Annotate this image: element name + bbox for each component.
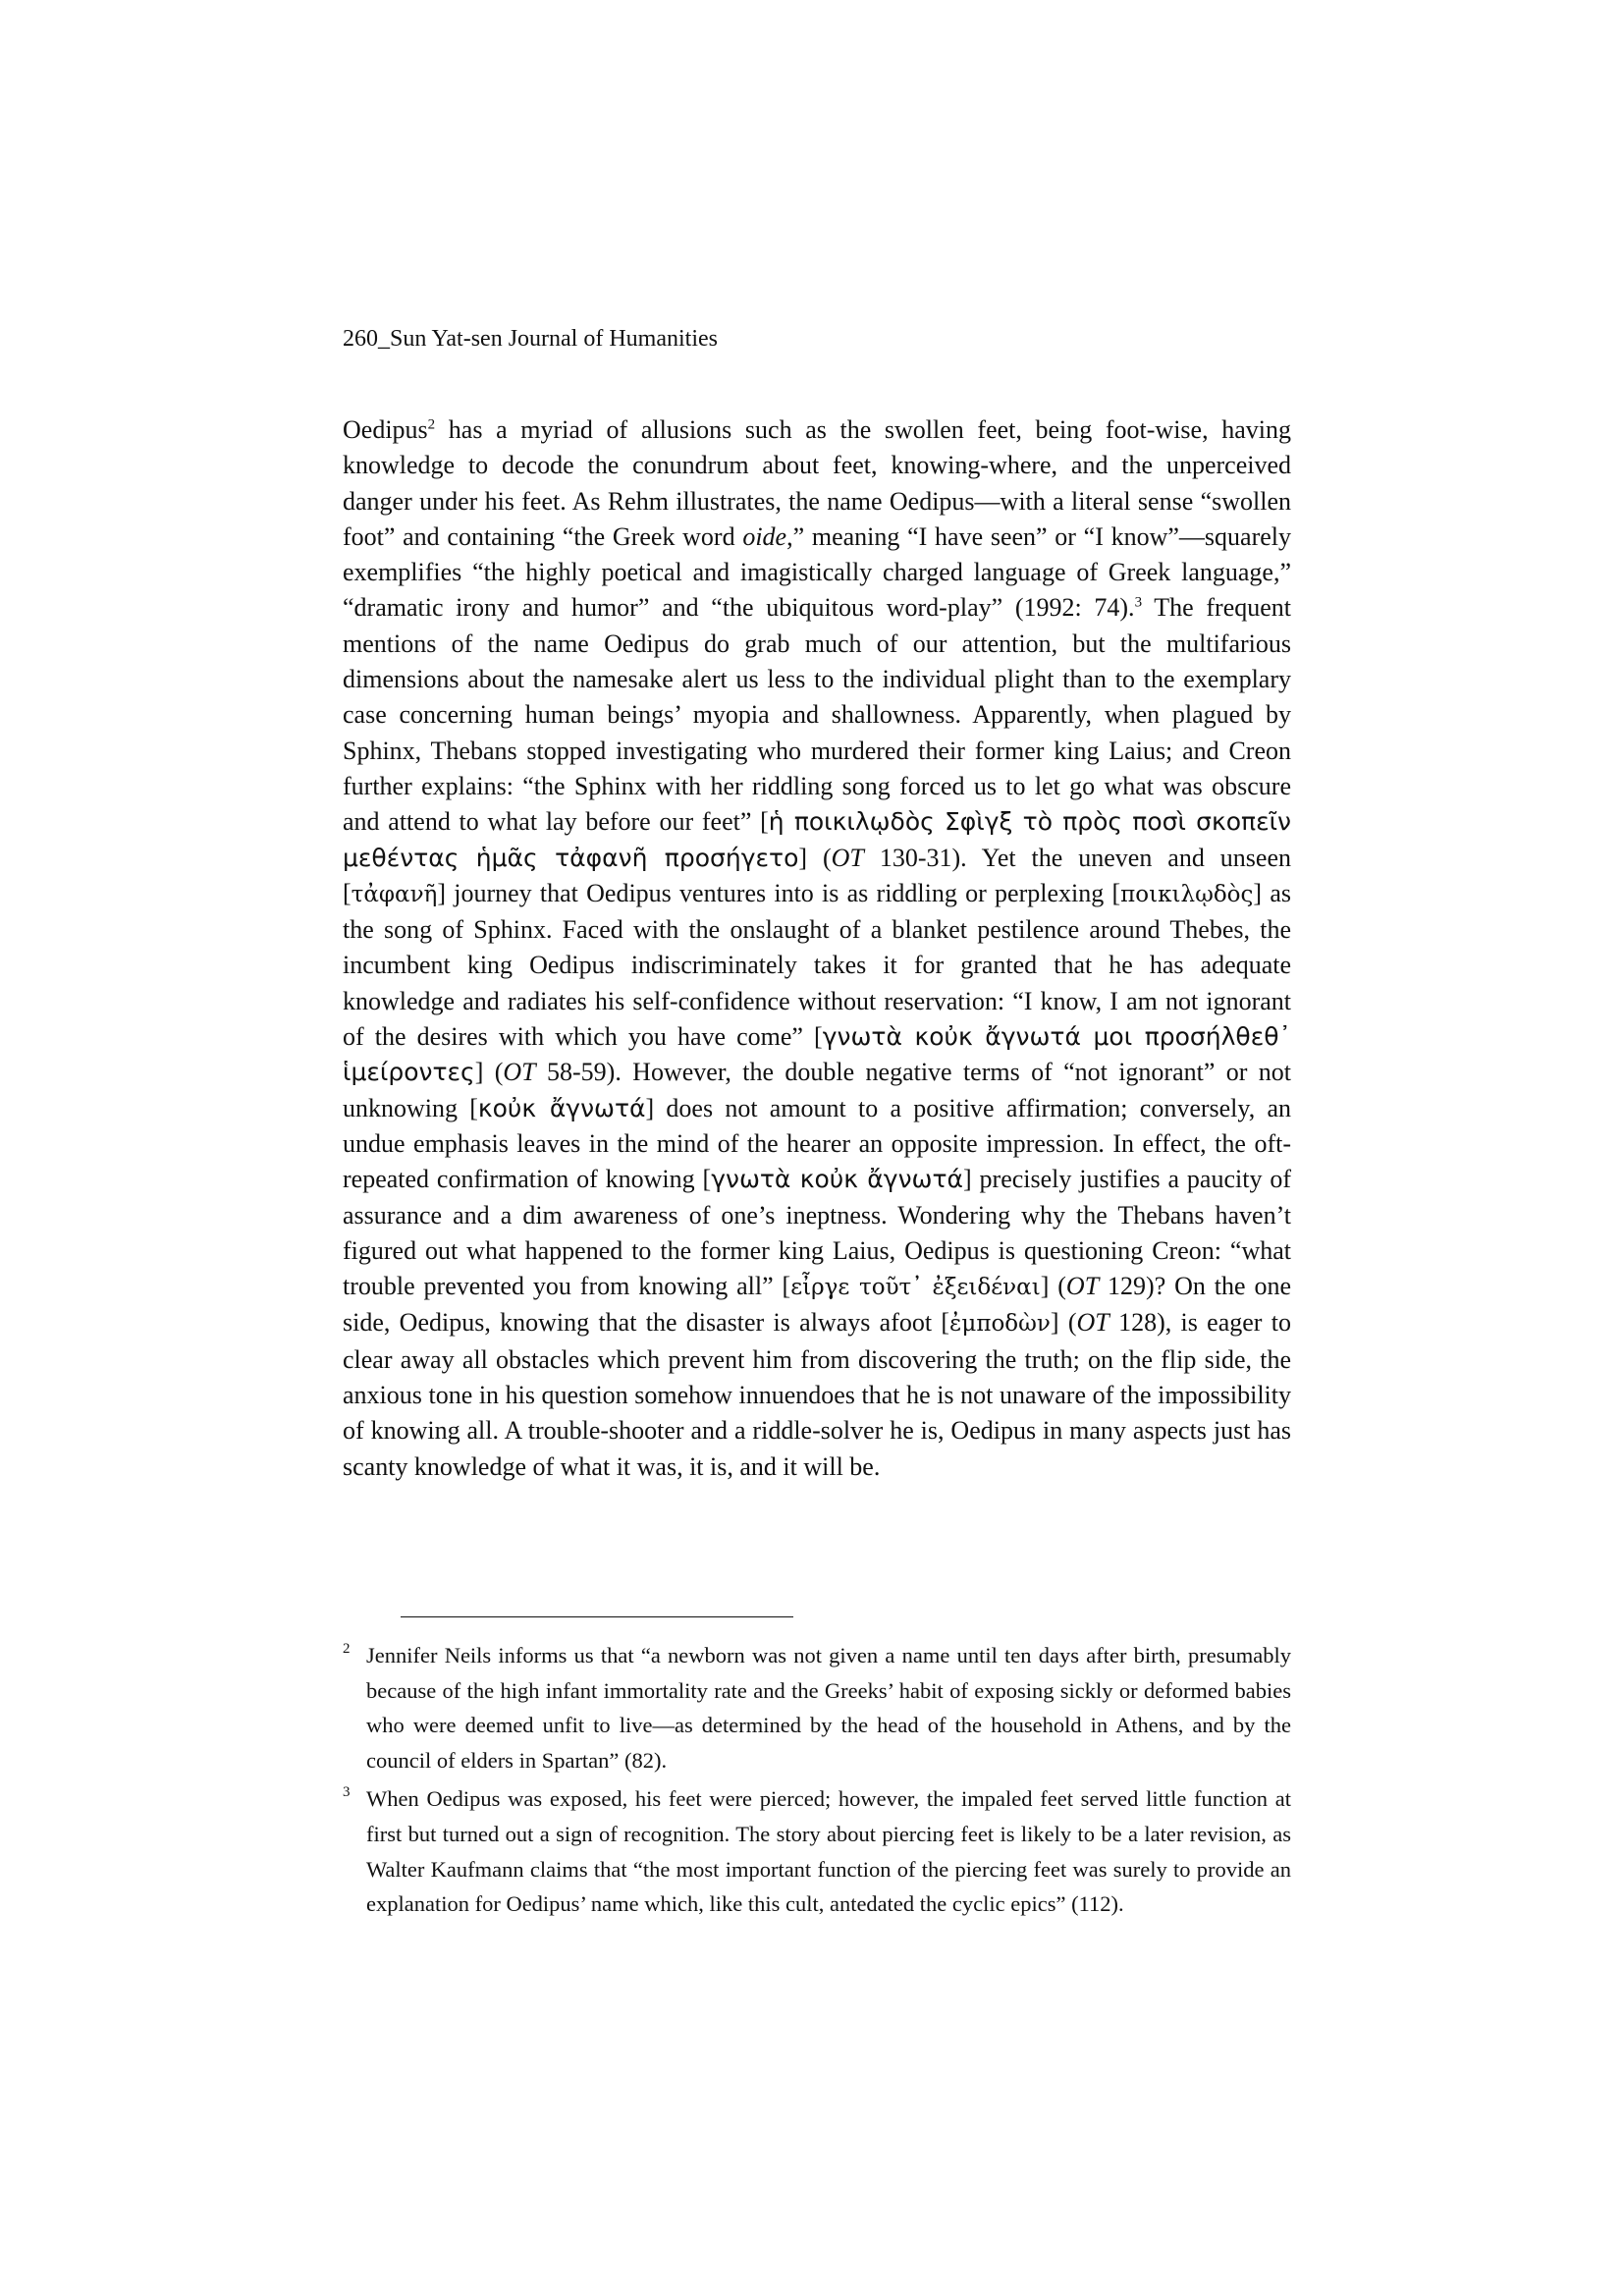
citation-abbrev: OT [831,843,864,872]
text-run: 58-59). However, the double negative terms of “not ignorant” or not unknowing [ [343,1058,1291,1122]
footnote-text: Jennifer Neils informs us that “a newborn was not given a name until ten days after birth, presumably because of the high infant immortality rate and the Greeks’ habit of exposing sickly or deformed babies who were deemed unfit to live—as determined by the head of the household in Athens, and by the council of elders in Spartan” (82). [366,1643,1291,1773]
footnote-ref: 2 [427,416,436,433]
greek-term: ἐμποδὼν [949,1311,1051,1338]
text-run: ] as the song of Sphinx. Faced with the onslaught of a blanket pestilence around Thebes, the incumbent king Oedipus indiscriminately takes it for granted that he has adequate knowledge and radiates his self-confidence without reservation: “I know, I am not ignorant of the desires with which you have come” [ [343,878,1291,1052]
greek-term: τἀφανῆ [351,881,438,907]
footnote-2 [343,1638,1291,1777]
footnote-mark: 3 [343,1784,351,1801]
footnote-mark: 2 [343,1641,351,1657]
text-run: ] ( [1040,1272,1066,1301]
text-run: ] ( [474,1058,504,1087]
text-run: ] does not amount to a positive affirmation; conversely, an undue emphasis leaves in the mind of the hearer an opposite impression. In effect, the oft-repeated confirmation of knowing [ [343,1093,1291,1194]
text-run: ] ( [1050,1308,1077,1338]
text-run: ] precisely justifies a paucity of assurance and a dim awareness of one’s ineptness. Wondering why the Thebans haven’t figured out what happened to the former king Laius, Oedipus is questioning Creon: “what trouble prevented you from knowing all” [ [343,1165,1291,1301]
greek-term: ποικιλῳδὸς [1120,881,1254,907]
citation-abbrev: OT [503,1058,536,1087]
text-run: The frequent mentions of the name Oedipus do grab much of our attention, but the multifarious dimensions about the namesake alert us less to the individual plight than to the exemplary case concerning human beings’ myopia and shallowness. Apparently, when plagued by Sphinx, Thebans stopped investigating who murdered their former king Laius; and Creon further explains: “the Sphinx with her riddling song forced us to let go what was obscure and attend to what lay before our feet” [ [343,593,1292,837]
footnote-ref: 3 [1134,594,1143,611]
footnote-text: When Oedipus was exposed, his feet were pierced; however, the impaled feet served little function at first but turned out a sign of recognition. The story about piercing feet is likely to be a later revision, as Walter Kaufmann claims that “the most important function of the piercing feet was surely to provide an explanation for Oedipus’ name which, like this cult, antedated the cyclic epics” (112). [366,1786,1291,1917]
footnotes [343,1638,1291,1926]
greek-quote: ἡ ποικιλῳδὸς Σφὶγξ τὸ πρὸς ποσὶ σκοπεῖν μεθέντας ἡμᾶς τἀφανῆ προσήγετο [343,807,1292,872]
text-run: 129)? On the one side, Oedipus, knowing that the disaster is always afoot [ [343,1272,1291,1338]
running-header: 260_Sun Yat-sen Journal of Humanities [343,326,718,352]
text-run: 128), is eager to clear away all obstacles which prevent him from discovering the truth; on the flip side, the anxious tone in his question somehow innuendoes that he is not unaware of the impossibility of knowing all. A trouble-shooter and a riddle-solver he is, Oedipus in many aspects just has scanty knowledge of what it was, it is, and it will be. [343,1308,1291,1481]
text-run: 130-31). Yet the uneven and unseen [ [343,843,1291,907]
text-run: ] journey that Oedipus ventures into is as riddling or perplexing [ [437,878,1121,907]
footnote-3 [343,1781,1291,1921]
italic-term: oide [742,521,787,551]
text-run: Oedipus [343,415,428,444]
greek-term: γνωτὰ κοὐκ ἄγνωτά [711,1165,964,1194]
greek-quote: γνωτὰ κοὐκ ἄγνωτά μοι προσήλθεθ᾽ ἱμείροντες [343,1022,1291,1087]
body-paragraph [343,412,1291,1485]
citation-abbrev: OT [1076,1308,1109,1338]
text-run: has a myriad of allusions such as the swollen feet, being foot-wise, having knowledge to decode the conundrum about feet, knowing-where, and the unperceived danger under his feet. As Rehm illustrates, the name Oedipus—with a literal sense “swollen foot” and containing “the Greek word [343,415,1291,551]
text-run: ,” meaning “I have seen” or “I know”—squarely exemplifies “the highly poetical and imagistically charged language of Greek language,” “dramatic irony and humor” and “the ubiquitous word-play” (1992: 74). [343,521,1292,623]
footnote-separator [401,1616,793,1617]
text-run: ] ( [798,843,832,872]
citation-abbrev: OT [1065,1272,1100,1301]
greek-term: εἶργε τοῦτ᾽ ἐξειδέναι [790,1275,1041,1301]
greek-term: κοὐκ ἄγνωτά [477,1093,646,1122]
